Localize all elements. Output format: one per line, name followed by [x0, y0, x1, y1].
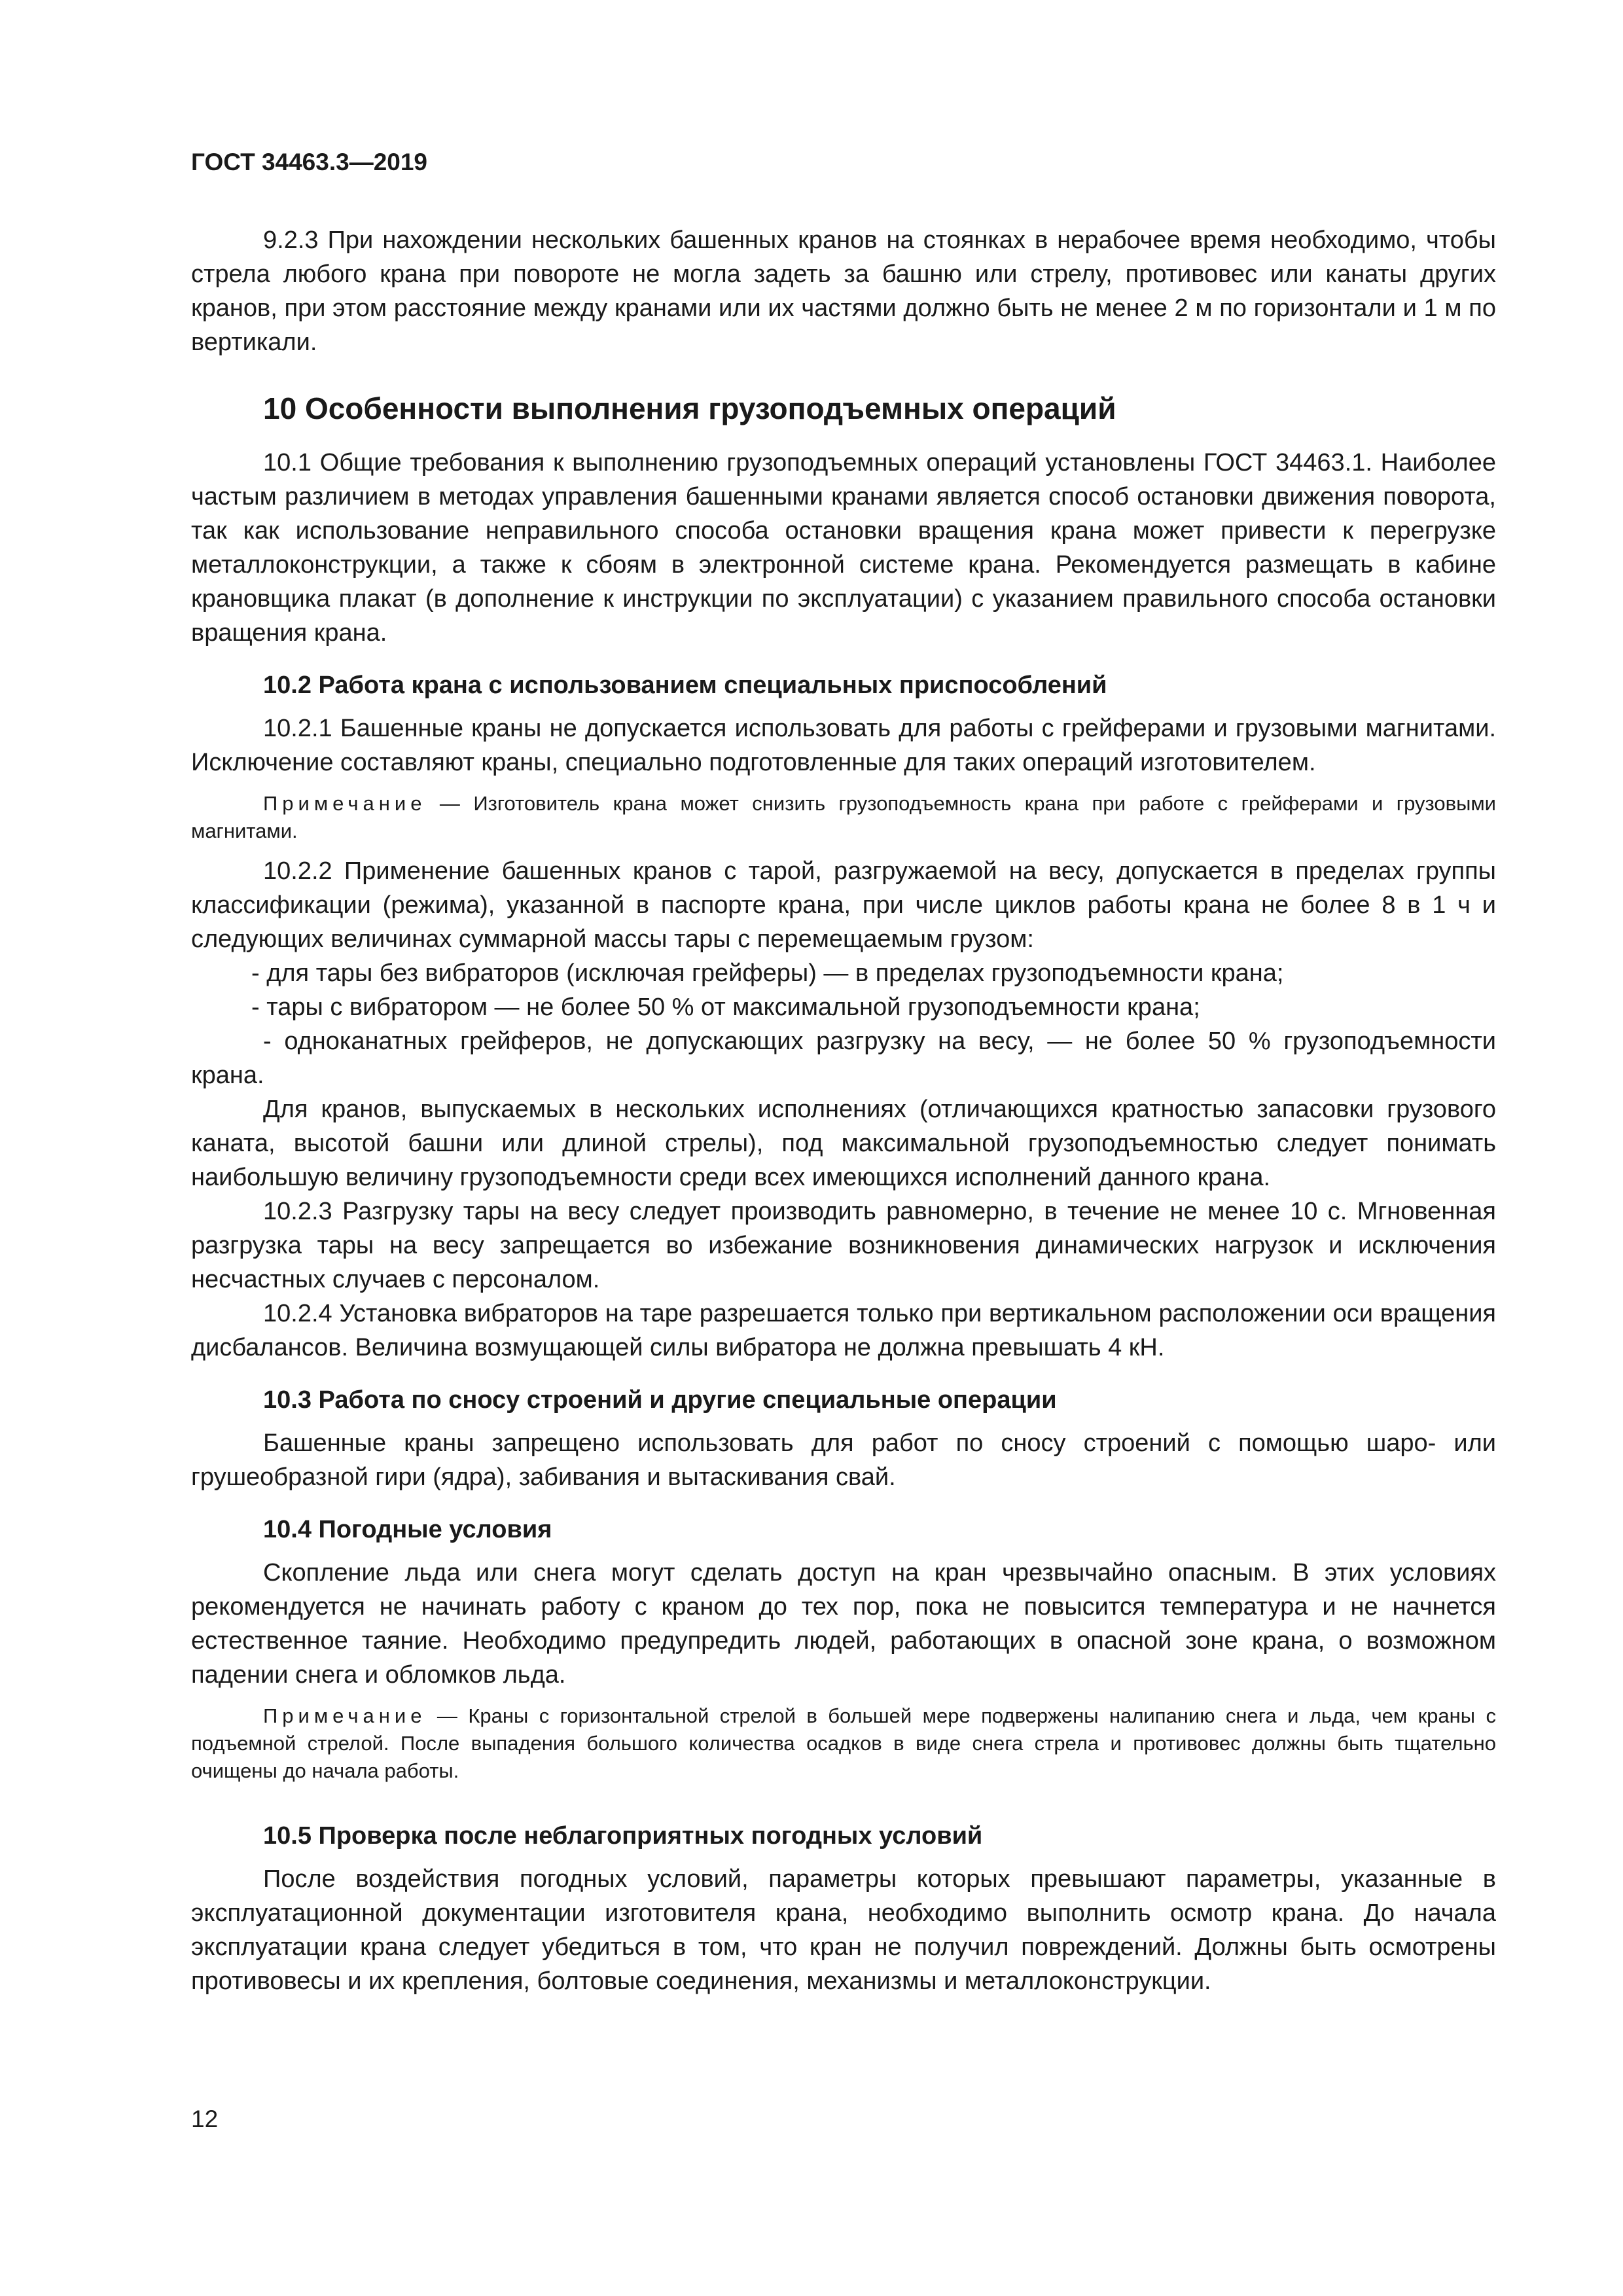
section-10-2-title: 10.2 Работа крана с использованием специальных приспособлений: [263, 672, 1107, 699]
paragraph-10-4: Скопление льда или снега могут сделать доступ на кран чрезвычайно опасным. В этих условиях рекомендуется не начинать работу с краном до тех пор, пока не повысится температура и не начнется естественное таяние. Необходимо предупредить людей, работающих в опасной зоне крана, о возможном падении снега и обломков льда.: [191, 1559, 1496, 1689]
document-id: ГОСТ 34463.3—2019: [191, 149, 428, 175]
paragraph-10-5: После воздействия погодных условий, параметры которых превышают параметры, указанные в эксплуатационной документации изготовителя крана, необходимо выполнить осмотр крана. До начала эксплуатации крана следует убедиться в том, что кран не получил повреждений. Должны быть осмотрены противовесы и их крепления, болтовые соединения, механизмы и металлоконструкции.: [191, 1865, 1496, 1995]
document-page: [191, 147, 1496, 1998]
section-10-5-title: 10.5 Проверка после неблагоприятных погодных условий: [263, 1822, 983, 1850]
paragraph-10-3: Башенные краны запрещено использовать для работ по сносу строений с помощью шаро- или грушеобразной гири (ядра), забивания и вытаскивания свай.: [191, 1429, 1496, 1491]
paragraph-10-2-2: 10.2.2 Применение башенных кранов с тарой, разгружаемой на весу, допускается в пределах группы классификации (режима), указанной в паспорте крана, при числе циклов работы крана не более 8 в 1 ч и следующих величинах суммарной массы тары с перемещаемым грузом:: [191, 857, 1496, 953]
list-item: - одноканатных грейферов, не допускающих разгрузку на весу, — не более 50 % грузоподъемности крана.: [191, 1028, 1496, 1089]
paragraph-10-2-4: 10.2.4 Установка вибраторов на таре разрешается только при вертикальном расположении оси вращения дисбалансов. Величина возмущающей силы вибратора не должна превышать 4 кН.: [191, 1300, 1496, 1361]
paragraph-10-1: 10.1 Общие требования к выполнению грузоподъемных операций установлены ГОСТ 34463.1. Наиболее частым различием в методах управления башенными кранами является способ остановки движения поворота, так как использование неправильного способа остановки вращения крана может привести к перегрузке металлоконструкции, а также к сбоям в электронной системе крана. Рекомендуется размещать в кабине крановщика плакат (в дополнение к инструкции по эксплуатации) с указанием правильного способа остановки вращения крана.: [191, 449, 1496, 647]
paragraph-10-2-1: 10.2.1 Башенные краны не допускается использовать для работы с грейферами и грузовыми магнитами. Исключение составляют краны, специально подготовленные для таких операций изготовителем.: [191, 715, 1496, 776]
note-label: Примечание: [263, 792, 427, 815]
list-item: - тары с вибратором — не более 50 % от максимальной грузоподъемности крана;: [251, 994, 1200, 1021]
note-10-2-1: [191, 790, 1496, 845]
paragraph-variants: Для кранов, выпускаемых в нескольких исполнениях (отличающихся кратностью запасовки грузового каната, высотой башни или длиной стрелы), под максимальной грузоподъемностью следует понимать наибольшую величину грузоподъемности среди всех имеющихся исполнений данного крана.: [191, 1096, 1496, 1191]
note-text: — Краны с горизонтальной стрелой в большей мере подвержены налипанию снега и льда, чем краны с подъемной стрелой. После выпадения большого количества осадков в виде снега стрела и противовес должны быть тщательно очищены до начала работы.: [191, 1704, 1496, 1782]
section-10-4-title: 10.4 Погодные условия: [263, 1516, 552, 1543]
note-text: — Изготовитель крана может снизить грузоподъемность крана при работе с грейферами и грузовыми магнитами.: [191, 792, 1496, 842]
list-item: - для тары без вибраторов (исключая грейферы) — в пределах грузоподъемности крана;: [251, 960, 1284, 987]
paragraph-9-2-3: 9.2.3 При нахождении нескольких башенных кранов на стоянках в нерабочее время необходимо, чтобы стрела любого крана при повороте не могла задеть за башню или стрелу, противовес или канаты других кранов, при этом расстояние между кранами или их частями должно быть не менее 2 м по горизонтали и 1 м по вертикали.: [191, 226, 1496, 356]
note-label: Примечание: [263, 1704, 427, 1727]
note-10-4: [191, 1702, 1496, 1785]
page-number: 12: [191, 2106, 219, 2132]
paragraph-10-2-3: 10.2.3 Разгрузку тары на весу следует производить равномерно, в течение не менее 10 с. Мгновенная разгрузка тары на весу запрещается во избежание возникновения динамических нагрузок и исключения несчастных случаев с персоналом.: [191, 1198, 1496, 1293]
section-10-3-title: 10.3 Работа по сносу строений и другие специальные операции: [263, 1386, 1057, 1414]
section-10-title: 10 Особенности выполнения грузоподъемных операций: [263, 391, 1116, 425]
